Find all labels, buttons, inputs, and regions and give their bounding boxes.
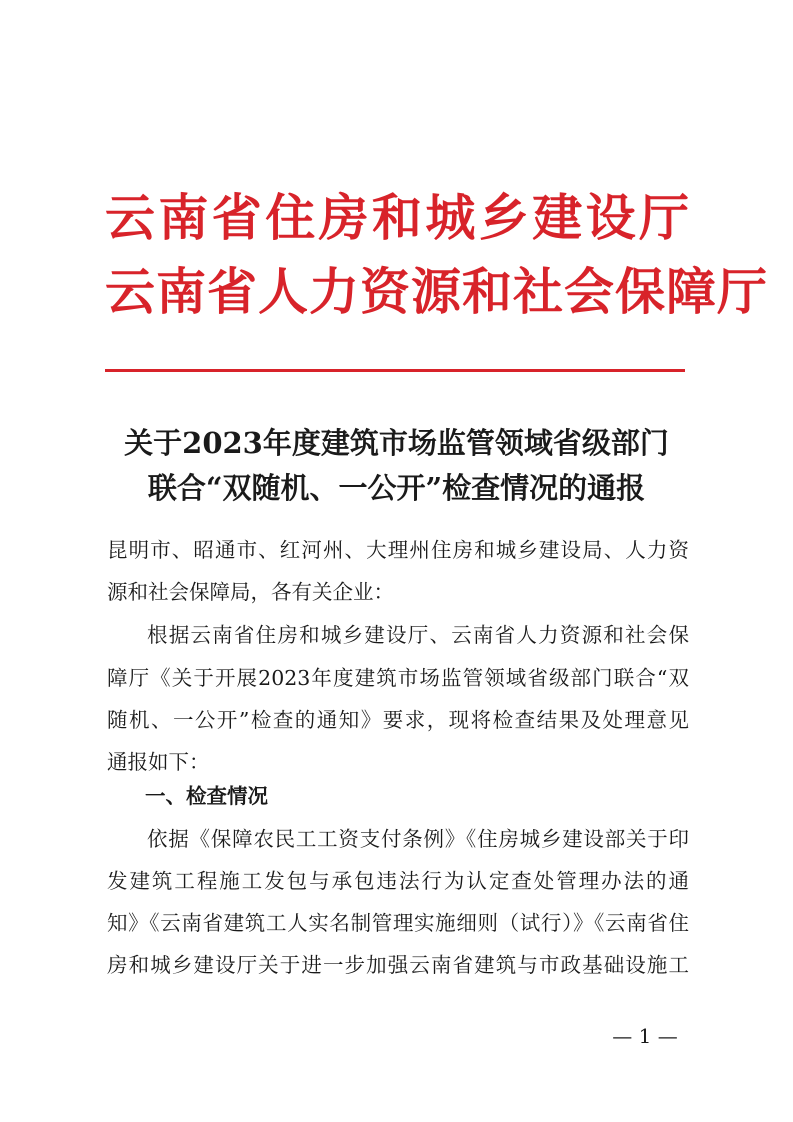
section-body-line: 房和城乡建设厅关于进一步加强云南省建筑与市政基础设施工	[107, 953, 689, 977]
section-heading-inspection: 一、检查情况	[145, 784, 268, 808]
issuer-line-hr-department: 云南省人力资源和社会保障厅	[105, 262, 768, 321]
issuer-line-housing-department: 云南省住房和城乡建设厅	[105, 188, 690, 247]
section-body-line: 依据《保障农民工工资支付条例》《住房城乡建设部关于印	[147, 827, 689, 851]
page-number: — 1 —	[612, 1024, 678, 1048]
intro-paragraph-line: 通报如下：	[107, 750, 210, 774]
red-separator-line	[105, 369, 685, 372]
section-body-line: 知》《云南省建筑工人实名制管理实施细则（试行）》《云南省住	[107, 911, 689, 935]
addressee-line: 昆明市、昭通市、红河州、大理州住房和城乡建设局、人力资	[107, 538, 689, 562]
intro-paragraph-line: 障厅《关于开展2023年度建筑市场监管领域省级部门联合“双	[107, 666, 689, 690]
addressee-line: 源和社会保障局，各有关企业：	[107, 580, 394, 604]
intro-paragraph-line: 随机、一公开”检查的通知》要求，现将检查结果及处理意见	[107, 708, 689, 732]
section-body-line: 发建筑工程施工发包与承包违法行为认定查处管理办法的通	[107, 869, 689, 893]
document-title-line-1: 关于2023年度建筑市场监管领域省级部门	[124, 426, 669, 460]
intro-paragraph-line: 根据云南省住房和城乡建设厅、云南省人力资源和社会保	[147, 623, 689, 647]
document-title-line-2: 联合“双随机、一公开”检查情况的通报	[147, 471, 646, 505]
